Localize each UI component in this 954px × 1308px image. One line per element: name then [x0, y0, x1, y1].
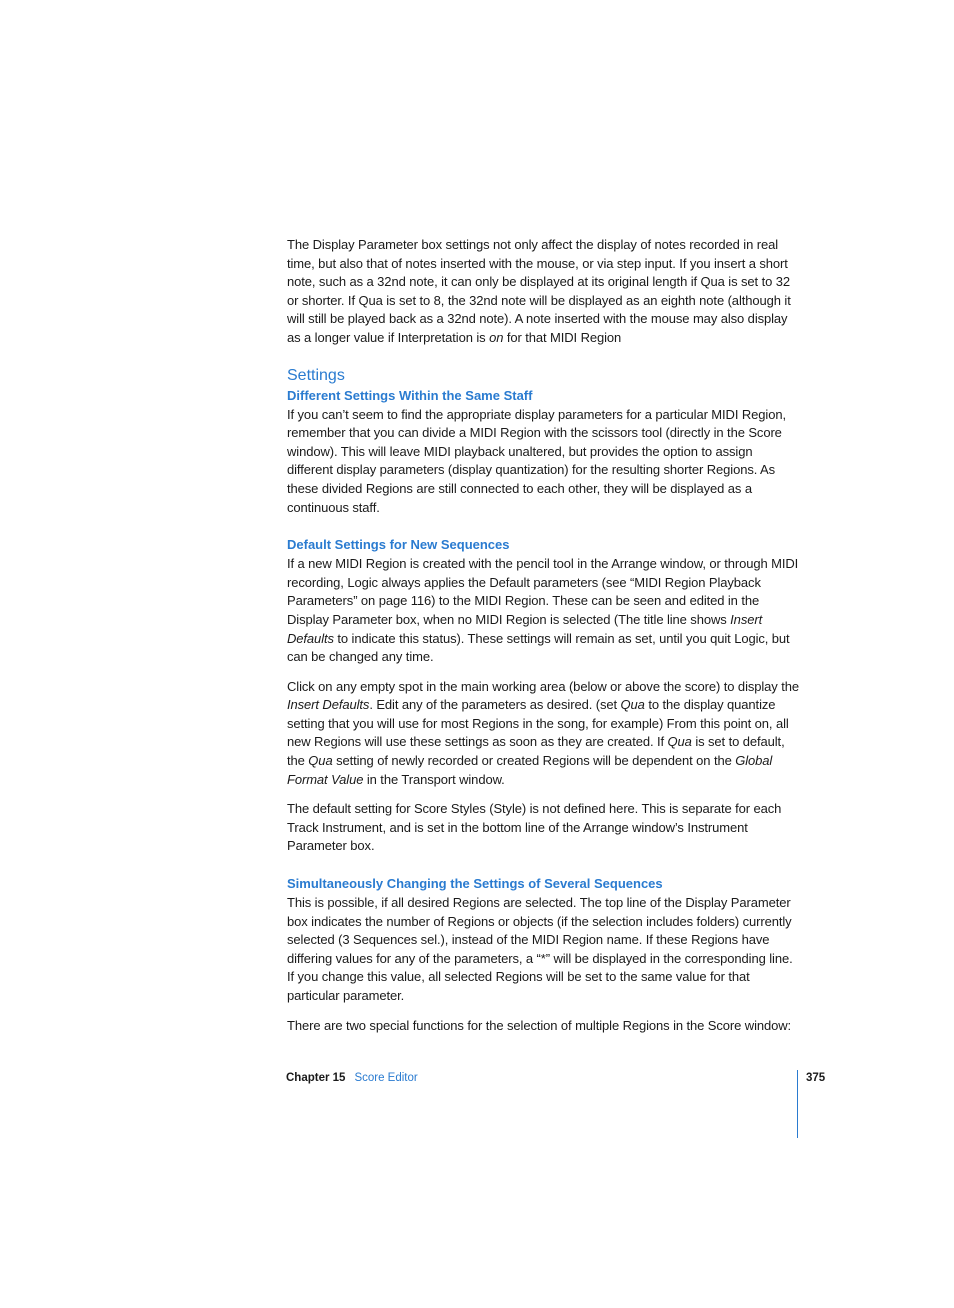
intro-paragraph [287, 236, 799, 348]
default-settings-paragraph-1 [287, 555, 799, 667]
different-settings-paragraph: If you can’t seem to find the appropriate display parameters for a particular MIDI Region, remember that you can divide a MIDI Region with the scissors tool (directly in the Score window). This will leave MIDI playback unaltered, but provides the option to assign different display parameters (display quantization) for the resulting shorter Regions. As these divided Regions are still connected to each other, they will be displayed as a continuous staff. [287, 406, 786, 515]
subheading-default-settings: Default Settings for New Sequences [287, 537, 510, 553]
subheading-simultaneous-changes: Simultaneously Changing the Settings of Several Sequences [287, 876, 663, 892]
text-run: Click on any empty spot in the main working area (below or above the score) to display the [287, 678, 799, 694]
text-run: for that MIDI Region [503, 329, 622, 345]
footer-chapter-title: Score Editor [354, 1072, 418, 1084]
text-run: setting of newly recorded or created Regions will be dependent on the [332, 753, 736, 769]
simultaneous-paragraph-2: There are two special functions for the selection of multiple Regions in the Score window: [287, 1017, 792, 1033]
text-run: If a new MIDI Region is created with the pencil tool in the Arrange window, or through MIDI recording, Logic always applies the Default parameters (see “MIDI Region Playback Parameters” on page 116) to the MIDI Region. These can be seen and edited in the Display Parameter box, when no MIDI Region is selected (The title line shows [287, 556, 799, 627]
page-body [287, 236, 799, 1046]
italic-run: Qua [620, 697, 645, 713]
subheading-different-settings: Different Settings Within the Same Staff [287, 387, 533, 403]
italic-run: Insert Defaults [287, 611, 763, 646]
text-run: to indicate this status). These settings will remain as set, until you quit Logic, but can be changed any time. [287, 630, 790, 665]
text-run: is set to default, the [287, 734, 785, 769]
default-settings-paragraph-3: The default setting for Score Styles (Style) is not defined here. This is separate for each Track Instrument, and is set in the bottom line of the Arrange window’s Instrument Parameter box. [287, 801, 782, 854]
text-run: to the display quantize setting that you will use for most Regions in the song, for example) From this point on, all new Regions will use these settings as soon as they are created. If [287, 697, 789, 750]
simultaneous-paragraph-1: This is possible, if all desired Regions are selected. The top line of the Display Parameter box indicates the number of Regions or objects (if the selection includes folders) currently selected (3 Sequences sel.), instead of the MIDI Region name. If these Regions have differing values for any of the parameters, a “*” will be displayed in the corresponding line. If you change this value, all selected Regions will be set to the same value for that particular parameter. [287, 895, 793, 1003]
italic-run: Qua [667, 734, 692, 750]
footer-chapter-label: Chapter 15 [286, 1072, 346, 1084]
text-run: The Display Parameter box settings not only affect the display of notes recorded in real time, but also that of notes inserted with the mouse, or via step input. If you insert a short note, such as a 32nd note, it can only be displayed at its original length if Qua is set to 32 or shorter. If Qua is set to 8, the 32nd note will be displayed as an eighth note (although it will still be played back as a 32nd note). A note inserted with the mouse may also display as a longer value if Interpretation is [287, 237, 791, 345]
section-heading-settings: Settings [287, 366, 345, 384]
text-run: . Edit any of the parameters as desired. (set [369, 697, 621, 713]
text-run: in the Transport window. [363, 771, 505, 787]
italic-run: on [489, 329, 504, 345]
default-settings-paragraph-2 [287, 678, 799, 790]
italic-run: Qua [308, 753, 333, 769]
italic-run: Global Format Value [287, 753, 773, 787]
italic-run: Insert Defaults [287, 697, 370, 713]
page-number: 375 [806, 1072, 826, 1084]
footer-divider [797, 1070, 798, 1138]
page-footer [286, 1070, 418, 1086]
